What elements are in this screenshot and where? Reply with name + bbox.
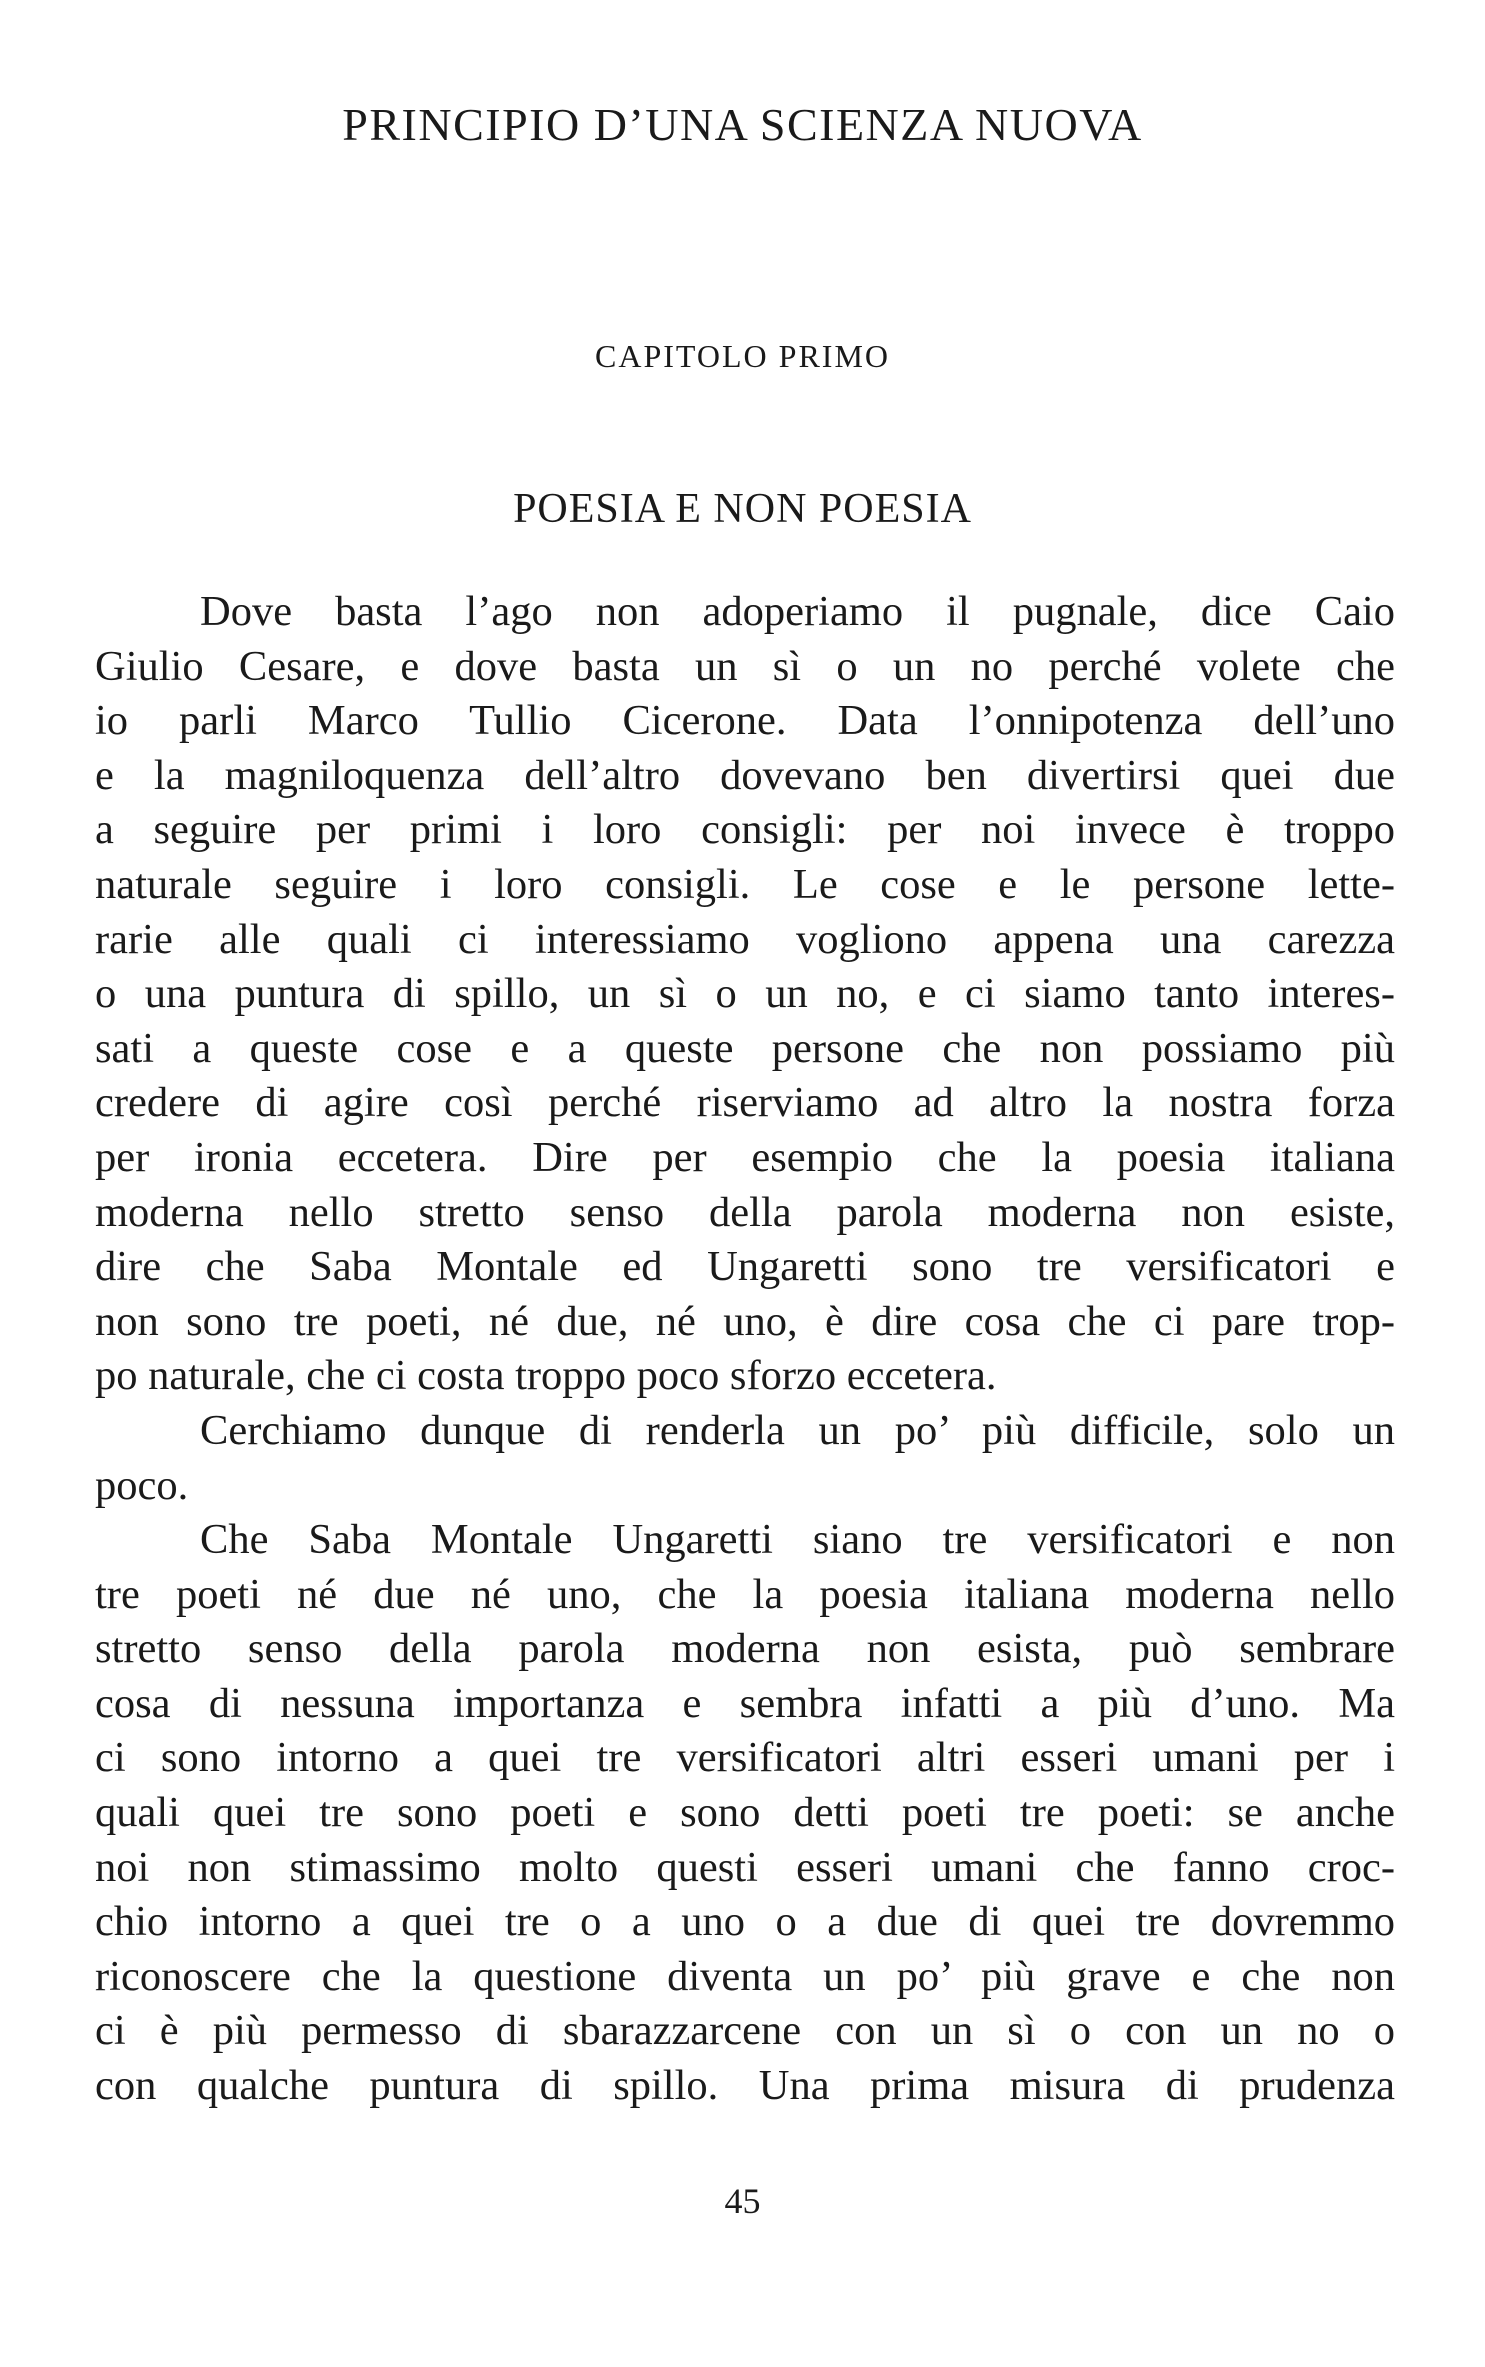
text-line: po naturale, che ci costa troppo poco sforzo eccetera. xyxy=(95,1352,997,1400)
text-line: naturale seguire i loro consigli. Le cose e le persone lette- xyxy=(95,860,1395,908)
text-line: riconoscere che la questione diventa un po’ più grave e che non xyxy=(95,1952,1395,2000)
text-line: quali quei tre sono poeti e sono detti poeti tre poeti: se anche xyxy=(95,1789,1395,1837)
text-line: e la magniloquenza dell’altro dovevano ben divertirsi quei due xyxy=(95,751,1395,799)
text-line: moderna nello stretto senso della parola moderna non esiste, xyxy=(95,1188,1395,1236)
text-line: credere di agire così perché riserviamo ad altro la nostra forza xyxy=(95,1079,1395,1127)
text-line: Che Saba Montale Ungaretti siano tre versificatori e non xyxy=(200,1516,1395,1564)
text-line: Giulio Cesare, e dove basta un sì o un no perché volete che xyxy=(95,642,1395,690)
text-line: stretto senso della parola moderna non esista, può sembrare xyxy=(95,1625,1395,1673)
text-line: ci è più permesso di sbarazzarcene con un sì o con un no o xyxy=(95,2007,1395,2055)
running-head: PRINCIPIO D’UNA SCIENZA NUOVA xyxy=(342,99,1143,150)
text-line: a seguire per primi i loro consigli: per noi invece è troppo xyxy=(95,806,1395,854)
text-line: o una puntura di spillo, un sì o un no, e ci siamo tanto interes- xyxy=(95,970,1395,1018)
text-line: io parli Marco Tullio Cicerone. Data l’onnipotenza dell’uno xyxy=(95,697,1395,745)
text-line: rarie alle quali ci interessiamo vogliono appena una carezza xyxy=(95,915,1395,963)
text-line: Cerchiamo dunque di renderla un po’ più difficile, solo un xyxy=(200,1406,1395,1454)
text-line: Dove basta l’ago non adoperiamo il pugnale, dice Caio xyxy=(200,588,1395,635)
chapter-label: CAPITOLO PRIMO xyxy=(595,338,890,374)
text-line: noi non stimassimo molto questi esseri umani che fanno croc- xyxy=(95,1843,1395,1891)
text-line: non sono tre poeti, né due, né uno, è dire cosa che ci pare trop- xyxy=(95,1297,1395,1345)
text-line: tre poeti né due né uno, che la poesia italiana moderna nello xyxy=(95,1570,1395,1618)
text-line: sati a queste cose e a queste persone che non possiamo più xyxy=(95,1024,1395,1072)
body-text xyxy=(95,585,1395,2114)
chapter-title: POESIA E NON POESIA xyxy=(513,486,972,532)
page-number: 45 xyxy=(724,2181,761,2221)
text-line: dire che Saba Montale ed Ungaretti sono tre versificatori e xyxy=(95,1243,1395,1291)
text-line: cosa di nessuna importanza e sembra infatti a più d’uno. Ma xyxy=(95,1679,1395,1727)
text-line: poco. xyxy=(95,1461,189,1509)
text-line: chio intorno a quei tre o a uno o a due di quei tre dovremmo xyxy=(95,1898,1395,1946)
text-line: con qualche puntura di spillo. Una prima misura di prudenza xyxy=(95,2062,1395,2110)
text-line: ci sono intorno a quei tre versificatori altri esseri umani per i xyxy=(95,1734,1395,1782)
text-line: per ironia eccetera. Dire per esempio che la poesia italiana xyxy=(95,1133,1395,1181)
